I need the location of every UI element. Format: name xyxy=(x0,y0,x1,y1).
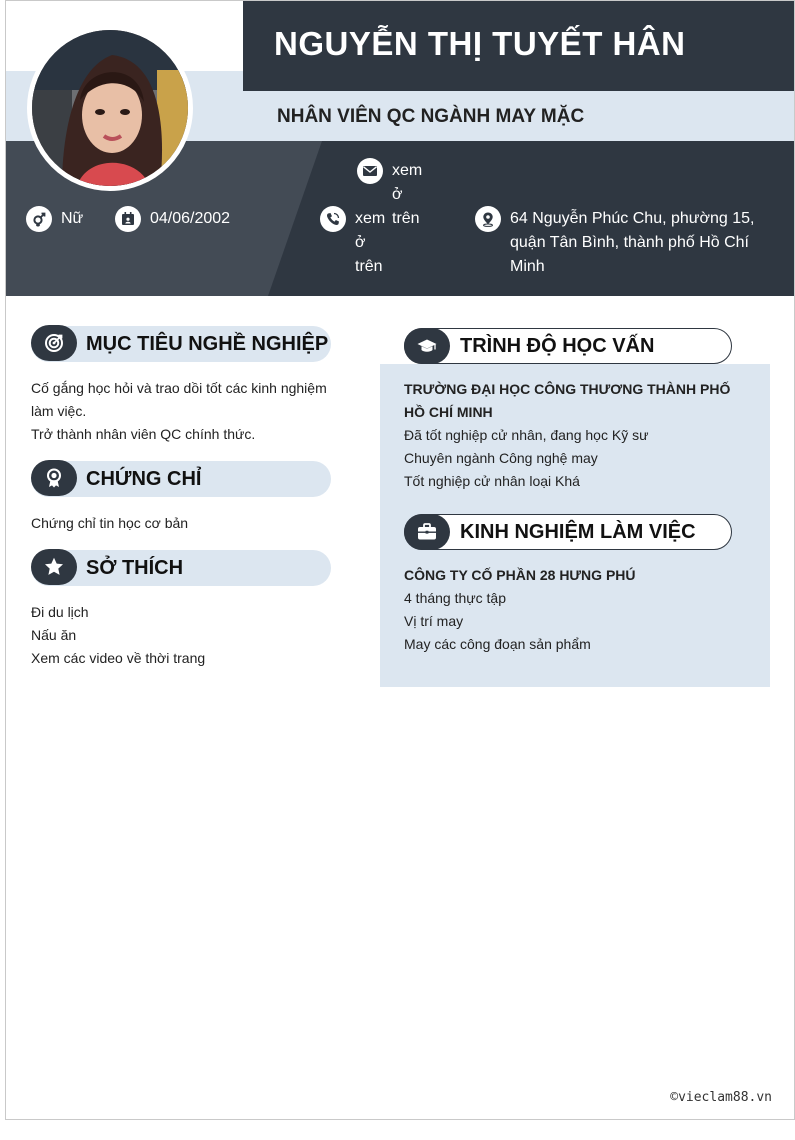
objective-line: Cố gắng học hỏi và trao dồi tốt các kinh nghiệm xyxy=(31,380,327,396)
education-line: Tốt nghiệp cử nhân loại Khá xyxy=(404,473,580,489)
briefcase-icon xyxy=(404,514,450,550)
phone-value: xem ở trên xyxy=(355,210,386,275)
section-education-header xyxy=(404,328,732,364)
experience-line: 4 tháng thực tập xyxy=(404,590,506,606)
avatar xyxy=(27,25,193,191)
birthday-value: 04/06/2002 xyxy=(150,210,231,227)
job-title: NHÂN VIÊN QC NGÀNH MAY MẶC xyxy=(277,106,585,127)
cv-page xyxy=(5,0,795,1120)
section-title: CHỨNG CHỈ xyxy=(86,467,202,490)
address-line: 64 Nguyễn Phúc Chu, phường 15, xyxy=(510,210,755,227)
section-hobbies-header xyxy=(31,550,331,586)
hobbies-text xyxy=(31,601,351,670)
section-title: KINH NGHIỆM LÀM VIỆC xyxy=(460,520,696,543)
experience-text xyxy=(404,564,744,656)
calendar-icon xyxy=(115,206,141,232)
section-title: MỤC TIÊU NGHỀ NGHIỆP xyxy=(86,332,329,355)
hobby-line: Đi du lịch xyxy=(31,604,89,620)
objective-line: Trở thành nhân viên QC chính thức. xyxy=(31,426,256,442)
objective-line: làm việc. xyxy=(31,403,87,419)
section-title: SỞ THÍCH xyxy=(86,556,184,579)
email-value: xem ở trên xyxy=(392,162,423,227)
section-experience-header xyxy=(404,514,732,550)
location-pin-icon xyxy=(475,206,501,232)
hobby-line: Nấu ăn xyxy=(31,627,77,643)
education-line: Chuyên ngành Công nghệ may xyxy=(404,450,598,466)
gender-value: Nữ xyxy=(61,210,84,227)
experience-line: Vị trí may xyxy=(404,613,464,629)
education-line: Đã tốt nghiệp cử nhân, đang học Kỹ sư xyxy=(404,427,649,443)
company-name: CÔNG TY CỐ PHẦN 28 HƯNG PHÚ xyxy=(404,567,636,583)
section-title: TRÌNH ĐỘ HỌC VẤN xyxy=(460,334,655,357)
school-name-line: HỒ CHÍ MINH xyxy=(404,404,493,420)
award-icon xyxy=(31,460,77,496)
gender-icon xyxy=(26,206,52,232)
star-icon xyxy=(31,549,77,585)
objective-text xyxy=(31,377,351,446)
certificates-text xyxy=(31,512,351,535)
certificate-line: Chứng chỉ tin học cơ bản xyxy=(31,515,189,531)
section-objective-header xyxy=(31,326,331,362)
phone-icon xyxy=(320,206,346,232)
hobby-line: Xem các video về thời trang xyxy=(31,650,206,666)
address-line: quận Tân Bình, thành phố Hồ Chí xyxy=(510,234,749,251)
section-certificates-header xyxy=(31,461,331,497)
experience-line: May các công đoạn sản phẩm xyxy=(404,636,591,652)
target-icon xyxy=(31,325,77,361)
address-line: Minh xyxy=(510,258,545,275)
graduation-cap-icon xyxy=(404,328,450,364)
candidate-name: NGUYỄN THỊ TUYẾT HÂN xyxy=(274,25,686,62)
school-name-line: TRƯỜNG ĐẠI HỌC CÔNG THƯƠNG THÀNH PHỐ xyxy=(404,381,731,397)
education-text xyxy=(404,378,744,493)
watermark: ©vieclam88.vn xyxy=(670,1090,772,1105)
envelope-icon xyxy=(357,158,383,184)
